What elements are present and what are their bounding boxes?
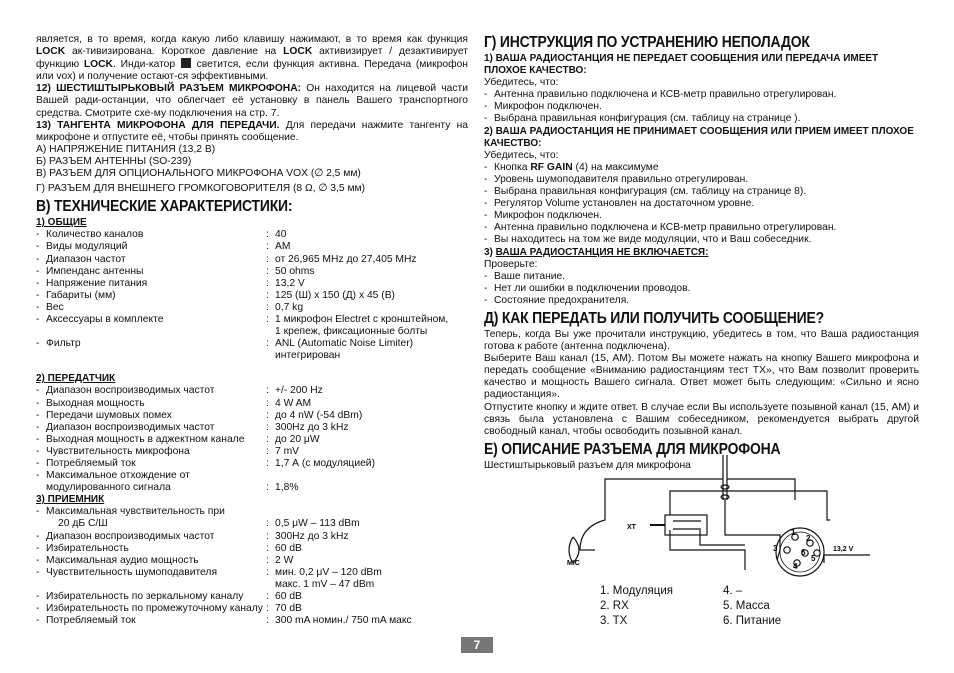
spec-key: - Выходная мощность — [36, 397, 145, 409]
spec-row: - Количество каналов : 40 — [36, 229, 468, 241]
spec-value: 125 (Ш) x 150 (Д) x 45 (В) — [275, 289, 395, 301]
spec-row: - Избирательность по промежуточному каналу : 70 dB — [36, 603, 468, 615]
trouble-2-list — [484, 174, 919, 247]
mic-wiring-diagram — [565, 455, 885, 580]
spec-key: - Вес — [36, 301, 64, 313]
spec-row — [36, 470, 468, 482]
spec-key: - Чувствительность шумоподавителя — [36, 566, 218, 578]
list-item: - Антенна правильно подключена и КСВ-метр правильно отрегулирован. — [484, 222, 837, 234]
list-item: - Микрофон подключен. — [484, 101, 602, 113]
spec-value: 0,7 kg — [275, 301, 304, 313]
general-specs — [36, 229, 468, 362]
spec-row: - Выходная мощность в аджектном канале : до 20 μW — [36, 434, 468, 446]
pin-5-label: 5 — [811, 554, 816, 563]
spec-key: модулированного сигнала — [46, 482, 171, 494]
spec-row: - Диапазон воспроизводимых частот : 300Hz до 3 kHz — [36, 422, 468, 434]
receiver-specs — [36, 506, 468, 627]
spec-row: 20 дБ С/Ш : 0,5 μW – 113 dBm — [36, 518, 468, 530]
spec-key: - Диапазон частот — [36, 253, 126, 265]
spec-value: +/- 200 Hz — [275, 385, 323, 397]
pin-4-label: 4 — [793, 562, 798, 571]
spec-key: - Потребляемый ток — [36, 458, 136, 469]
spec-row: - Фильтр : ANL (Automatic Noise Limiter) интегрирован — [36, 338, 468, 362]
spec-key: - Диапазон воспроизводимых частот — [36, 530, 215, 542]
pin-legend-item: 3. TX — [600, 615, 628, 627]
spec-value: 4 W AM — [275, 397, 312, 409]
list-item: - Антенна правильно подключена и КСВ-метр правильно отрегулирован. — [484, 89, 837, 101]
pin-1-label: 1 — [791, 528, 796, 537]
trouble-3-intro: Проверьте: — [484, 258, 538, 270]
pin-legend-item: 5. Масса — [723, 600, 770, 612]
spec-row — [36, 506, 468, 518]
spec-row: - Вес : 0,7 kg — [36, 302, 468, 314]
trouble-3-list — [484, 271, 919, 307]
right-column — [484, 34, 919, 472]
trouble-2-intro: Убедитесь, что: — [484, 149, 559, 161]
pin-2-label: 2 — [806, 534, 811, 543]
pin-legend — [600, 584, 781, 629]
mic-connector-subtitle: Шестиштырьковый разъем для микрофона — [484, 459, 691, 471]
lock-indicator-icon — [181, 58, 191, 68]
spec-row: модулированного сигнала : 1,8% — [36, 482, 468, 494]
spec-value: 7 mV — [275, 445, 300, 457]
spec-key: - Максимальная аудио мощность — [36, 554, 199, 566]
list-item: - Ваше питание. — [484, 270, 566, 282]
pin-6-label: 6 — [801, 548, 806, 557]
spec-value: 13,2 V — [275, 277, 305, 289]
spec-row: - Габариты (мм) : 125 (Ш) x 150 (Д) x 45 (В) — [36, 290, 468, 302]
spec-key: - Потребляемый ток — [36, 615, 136, 627]
spec-value: 300Hz до 3 kHz — [275, 530, 349, 542]
spec-key: - Диапазон воспроизводимых частот — [36, 421, 215, 433]
spec-value: 2 W — [275, 554, 294, 566]
spec-value: 70 dB — [275, 603, 302, 615]
list-item: - Выбрана правильная конфигурация (см. таблицу на странице 8). — [484, 186, 807, 198]
spec-value: 60 dB — [275, 591, 302, 603]
spec-key: - Выходная мощность в аджектном канале — [36, 433, 245, 445]
spec-key: - Фильтр — [36, 338, 81, 350]
trouble-2-heading: 2) ВАША РАДИОСТАНЦИЯ НЕ ПРИНИМАЕТ СООБЩЕНИЯ ИЛИ ПРИЕМ ИМЕЕТ ПЛОХОЕ КАЧЕСТВО: — [484, 125, 914, 149]
spec-row: - Напряжение питания : 13,2 V — [36, 278, 468, 290]
xt-label: XT — [627, 524, 636, 531]
spec-key: - Диапазон воспроизводимых частот — [36, 385, 215, 397]
list-item: - Состояние предохранителя. — [484, 294, 630, 306]
spec-value: 300Hz до 3 kHz — [275, 421, 349, 433]
spec-row: - Чувствительность микрофона : 7 mV — [36, 446, 468, 458]
mic-connector-heading: Е) ОПИСАНИЕ РАЗЪЕМА ДЛЯ МИКРОФОНА — [484, 440, 781, 458]
rear-item: В) РАЗЪЕМ ДЛЯ ОПЦИОНАЛЬНОГО МИКРОФОНА VOX (∅ 2,5 мм) — [36, 168, 361, 180]
spec-key: - Максимальная чувствительность при — [36, 506, 225, 518]
trouble-3-heading: 3) ВАША РАДИОСТАНЦИЯ НЕ ВКЛЮЧАЕТСЯ: — [484, 246, 709, 258]
list-item: - Вы находитесь на том же виде модуляции, что и Ваш собеседник. — [484, 234, 812, 246]
lock-paragraph: является, в то время, когда какую либо клавишу нажимают, в то время как функция LOCK ак-тивизирована. Короткое давление на LOCK активизирует / дезактивирует функцию LOCK. Инди-катор светится, если функция активна. Передача (микрофон или vox) и получение остают-ся эффективными. — [36, 34, 468, 83]
spec-row: - Максимальная аудио мощность : 2 W — [36, 555, 468, 567]
general-heading: 1) ОБЩИЕ — [36, 217, 87, 229]
spec-key: 20 дБ С/Ш — [58, 518, 108, 530]
spec-row: - Чувствительность шумоподавителя : мин. 0,2 μV – 120 dBm макс. 1 mV – 47 dBm — [36, 567, 468, 591]
spec-row: - Диапазон воспроизводимых частот : +/- 200 Hz — [36, 385, 468, 397]
spec-key: - Количество каналов — [36, 229, 144, 241]
spec-row: - Потребляемый ток : 300 mA номин./ 750 mA макс — [36, 615, 468, 627]
page-number: 7 — [461, 637, 493, 653]
spec-value: 60 dB — [275, 542, 302, 554]
spec-row: - Выходная мощность : 4 W AM — [36, 398, 468, 410]
spec-key: - Избирательность — [36, 542, 129, 554]
list-item: - Регулятор Volume установлен на достаточном уровне. — [484, 198, 755, 210]
spec-value — [275, 470, 468, 482]
rear-item: Б) РАЗЪЕМ АНТЕННЫ (SO-239) — [36, 155, 192, 167]
list-item: - Кнопка RF GAIN (4) на максимуме — [484, 161, 659, 173]
spec-value: 1 микрофон Electret с кронштейном, 1 крепеж, фиксационные болты — [275, 313, 449, 338]
pin-legend-item: 1. Модуляция — [600, 585, 674, 597]
spec-value: 1,8% — [275, 482, 299, 494]
paragraph-13: 13) ТАНГЕНТА МИКРОФОНА ДЛЯ ПЕРЕДАЧИ. Для передачи нажмите тангенту на микрофоне и отпустите её, чтобы принять сообщение. — [36, 119, 468, 143]
pin-legend-item: 4. – — [723, 585, 743, 597]
spec-value: ANL (Automatic Noise Limiter) интегрирован — [275, 338, 414, 362]
spec-key: - Импенданс антенны — [36, 265, 144, 277]
spec-row: - Передачи шумовых помех : до 4 nW (-54 dBm) — [36, 410, 468, 422]
spec-row: - Диапазон воспроизводимых частот : 300Hz до 3 kHz — [36, 531, 468, 543]
spec-row: - Импенданс антенны : 50 ohms — [36, 266, 468, 278]
pin-legend-item: 2. RX — [600, 600, 629, 612]
spec-key: - Габариты (мм) — [36, 289, 116, 301]
spec-row: - Виды модуляций : AM — [36, 241, 468, 253]
spec-value: AM — [275, 241, 291, 253]
spec-key: - Виды модуляций — [36, 241, 128, 253]
pin-legend-item: 6. Питание — [723, 615, 782, 627]
transmit-paragraph: Отпустите кнопку и ждите ответ. В случае если Вы используете позывной канал (15, AM) и связь была установлена с Вашим собеседником, рекомендуется выбрать другой свободный канал, чтобы освободить позывной канал. — [484, 401, 919, 437]
tech-specs-heading: В) ТЕХНИЧЕСКИЕ ХАРАКТЕРИСТИКИ: — [36, 198, 293, 216]
rear-item: А) НАПРЯЖЕНИЕ ПИТАНИЯ (13,2 В) — [36, 143, 216, 155]
spec-value: до 20 μW — [275, 433, 320, 445]
list-item: - Выбрана правильная конфигурация (см. таблицу на странице ). — [484, 113, 801, 125]
mic-label: MIC — [567, 560, 580, 567]
rear-item: Г) РАЗЪЕМ ДЛЯ ВНЕШНЕГО ГРОМКОГОВОРИТЕЛЯ (8 Ω, ∅ 3,5 мм) — [36, 183, 366, 195]
spec-row: - Избирательность по зеркальному каналу : 60 dB — [36, 591, 468, 603]
spec-value: 0,5 μW – 113 dBm — [275, 518, 360, 530]
list-item: - Микрофон подключен. — [484, 210, 602, 222]
spec-value: 40 — [275, 229, 287, 241]
troubleshooting-heading: Г) ИНСТРУКЦИЯ ПО УСТРАНЕНИЮ НЕПОЛАДОК — [484, 34, 810, 51]
spec-key: - Чувствительность микрофона — [36, 445, 190, 457]
trouble-1-list — [484, 89, 919, 125]
spec-key: - Напряжение питания — [36, 277, 148, 289]
trouble-1-heading: 1) ВАША РАДИОСТАНЦИЯ НЕ ПЕРЕДАЕТ СООБЩЕНИЯ ИЛИ ПЕРЕДАЧА ИМЕЕТ ПЛОХОЕ КАЧЕСТВО: — [484, 53, 879, 77]
spec-value: 50 ohms — [275, 265, 315, 277]
spec-row: - Потребляемый ток : 1,7 А (с модуляцией) — [36, 458, 468, 470]
spec-row: - Избирательность : 60 dB — [36, 543, 468, 555]
spec-value: до 4 nW (-54 dBm) — [275, 409, 363, 421]
spec-value: от 26,965 MHz до 27,405 MHz — [275, 253, 417, 265]
transmitter-specs — [36, 385, 468, 494]
left-column — [36, 34, 468, 627]
trouble-1-intro: Убедитесь, что: — [484, 77, 559, 89]
spec-key: - Передачи шумовых помех — [36, 409, 172, 421]
how-to-transmit-heading: Д) КАК ПЕРЕДАТЬ ИЛИ ПОЛУЧИТЬ СООБЩЕНИЕ? — [484, 309, 824, 327]
spec-key: - Избирательность по зеркальному каналу — [36, 591, 244, 603]
pin-3-label: 3 — [773, 544, 778, 553]
spec-key: - Избирательность по промежуточному каналу — [36, 603, 263, 615]
spec-row: - Аксессуары в комплекте : 1 микрофон Electret с кронштейном, 1 крепеж, фиксационные болты — [36, 314, 468, 338]
spec-key: - Максимальное отхождение от — [36, 470, 190, 482]
list-item: - Нет ли ошибки в подключении проводов. — [484, 282, 691, 294]
list-item: - Уровень шумоподавителя правильно отрегулирован. — [484, 173, 749, 185]
spec-key: - Аксессуары в комплекте — [36, 313, 164, 325]
voltage-label: 13,2 V — [833, 546, 854, 553]
transmit-paragraph: Выберите Ваш канал (15, AM). Потом Вы можете нажать на кнопку Вашего микрофона и передать сообщение «Вниманию радиостанциям тест ТХ», что Вам позволит проверить качество и мощность Вашего сигнала. Ответ может быть следующим: «Сильно и ясно радиостанция». — [484, 353, 919, 401]
spec-value — [275, 506, 468, 518]
paragraph-12: 12) ШЕСТИШТЫРЬКОВЫЙ РАЗЪЕМ МИКРОФОНА: Он находится на лицевой части Вашей ради-останции, что облегчает её установку в панель Вашего транспортного средства. Смотрите схе-му подключения на стр. 7. — [36, 83, 468, 119]
rear-panel-list — [36, 144, 468, 195]
spec-value: 300 mA номин./ 750 mA макс — [275, 615, 412, 627]
spec-value: мин. 0,2 μV – 120 dBm макс. 1 mV – 47 dBm — [275, 566, 382, 590]
receiver-heading: 3) ПРИЕМНИК — [36, 494, 105, 506]
transmitter-heading: 2) ПЕРЕДАТЧИК — [36, 373, 116, 385]
transmit-paragraph: Теперь, когда Вы уже прочитали инструкцию, убедитесь в том, что Ваша радиостанция готова к работе (антенна подключена). — [484, 328, 919, 353]
spec-row: - Диапазон частот : от 26,965 MHz до 27,405 MHz — [36, 254, 468, 266]
spec-value: 1,7 А (с модуляцией) — [275, 458, 375, 469]
